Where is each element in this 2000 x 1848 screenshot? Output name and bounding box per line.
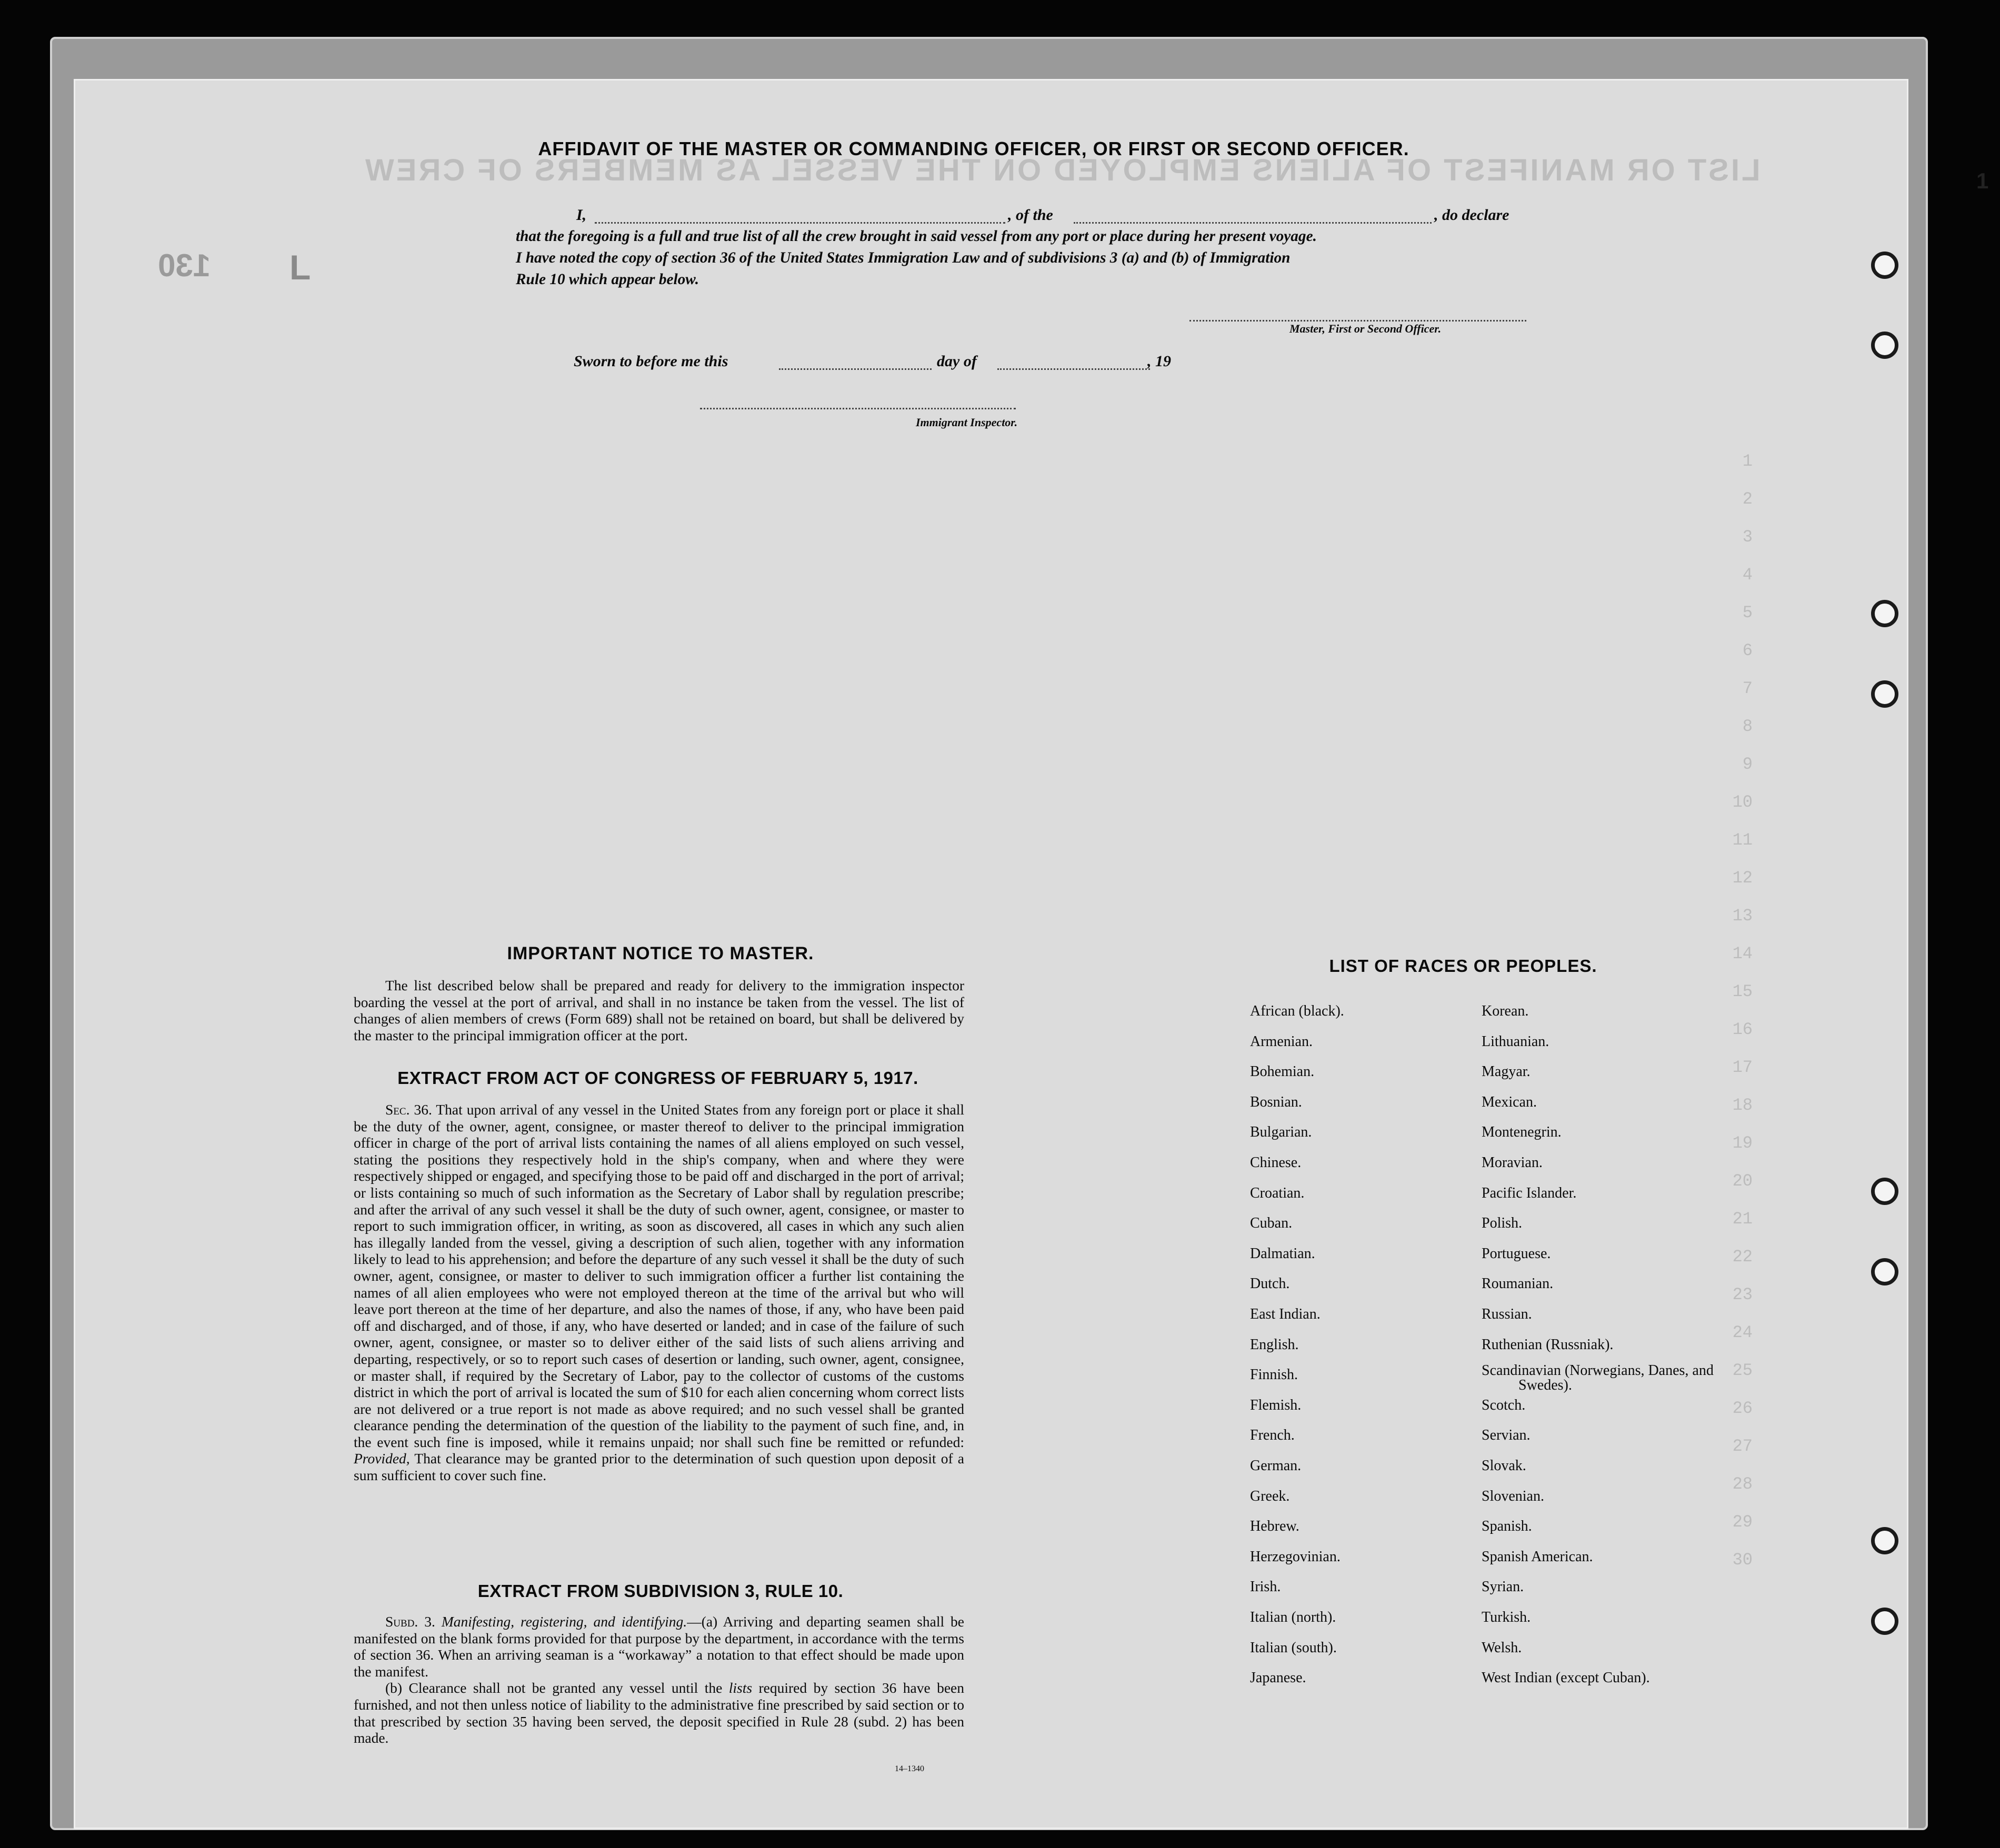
race-item: Bohemian. — [1250, 1063, 1315, 1080]
para-b-lists-word: lists — [728, 1680, 753, 1696]
day-of-label: day of — [937, 353, 977, 370]
sworn-day-blank[interactable] — [779, 368, 932, 370]
margin-mark-number: 130 — [158, 248, 211, 283]
race-item: Moravian. — [1482, 1154, 1543, 1171]
race-item: Cuban. — [1250, 1215, 1293, 1232]
race-item: Armenian. — [1250, 1033, 1313, 1050]
race-item: West Indian (except Cuban). — [1482, 1670, 1650, 1686]
race-item: French. — [1250, 1427, 1295, 1444]
bleed-row-number: 25 — [1732, 1361, 1753, 1380]
race-item: Herzegovinian. — [1250, 1548, 1341, 1565]
subd-heading: Manifesting, registering, and identifying. — [441, 1613, 687, 1630]
binder-hole — [1871, 1258, 1898, 1285]
race-item: Polish. — [1482, 1215, 1523, 1232]
race-item: Welsh. — [1482, 1639, 1522, 1656]
margin-mark-letter: L — [289, 248, 311, 287]
binder-hole — [1871, 252, 1898, 279]
master-signature-blank[interactable] — [1189, 320, 1526, 322]
affidavit-line-2: that the foregoing is a full and true list of all the crew brought in said vessel from any port or place during her present voyage. — [516, 228, 1317, 245]
bleed-through-header: LIST OR MANIFEST OF ALIENS EMPLOYED ON THE VESSEL AS MEMBERS OF CREW — [363, 153, 1761, 187]
binder-hole — [1871, 600, 1898, 627]
subd-label: Subd. 3. — [385, 1613, 435, 1630]
race-item: Slovak. — [1482, 1458, 1526, 1474]
race-item: Hebrew. — [1250, 1518, 1299, 1535]
race-item: Japanese. — [1250, 1670, 1306, 1686]
para-b-text-1: Clearance shall not be granted any vessel until the — [408, 1680, 723, 1696]
bleed-row-number: 16 — [1732, 1020, 1753, 1039]
bleed-row-number: 18 — [1732, 1096, 1753, 1115]
race-item: Spanish American. — [1482, 1548, 1593, 1565]
bleed-row-number: 30 — [1732, 1550, 1753, 1570]
bleed-row-number: 5 — [1742, 603, 1753, 622]
bleed-row-number: 21 — [1732, 1209, 1753, 1229]
bleed-row-number: 3 — [1742, 527, 1753, 547]
race-item: German. — [1250, 1458, 1302, 1474]
bleed-row-number: 29 — [1732, 1512, 1753, 1532]
bleed-row-number: 15 — [1732, 982, 1753, 1001]
race-item: Dutch. — [1250, 1275, 1290, 1292]
para-b-text-2: required by section 36 have been furnished, and not then unless notice of liability to the administrative fine prescribed by said section or to that prescribed by section 35 having been served, the deposit specified in Rule 28 (subd. 2) has been made. — [354, 1680, 965, 1746]
manifest-page — [74, 79, 1908, 1829]
binder-hole — [1871, 1527, 1898, 1554]
bleed-row-number: 4 — [1742, 565, 1753, 585]
bleed-row-number: 6 — [1742, 641, 1753, 660]
bleed-row-number: 2 — [1742, 489, 1753, 509]
binder-hole — [1871, 1608, 1898, 1635]
bleed-row-number: 12 — [1732, 868, 1753, 888]
bleed-row-number: 27 — [1732, 1437, 1753, 1456]
race-item: Pacific Islander. — [1482, 1184, 1577, 1201]
affidavit-name-blank[interactable] — [595, 222, 1005, 224]
affidavit-line-3: I have noted the copy of section 36 of the United States Immigration Law and of subdivisions 3 (a) and (b) of Immigration — [516, 249, 1291, 266]
race-item: Flemish. — [1250, 1397, 1302, 1413]
race-item: Greek. — [1250, 1488, 1290, 1504]
sec-36-text: That upon arrival of any vessel in the United States from any foreign port or place it shall be the duty of the owner, agent, consignee, or master thereof to deliver to the principal immigration officer in charge of the port of arrival lists containing the names of all aliens employed on such vessel, stating the positions they respectively hold in the ship's company, when and where they were respectively shipped or engaged, and specifying those to be paid off and discharged in the port of arrival; or lists containing so much of such information as the Secretary of Labor shall by regulation prescribe; and after the arrival of any such vessel it shall be the duty of such owner, agent, consignee, or master to report to such immigration officer, in writing, as soon as discovered, all cases in which any such alien has illegally landed from the vessel, giving a description of such alien, together with any information likely to lead to his apprehension; and before the departure of any such vessel it shall be the duty of such owner, agent, consignee, or master to deliver to such immigration officer a further list containing the names of all alien employees who were not employed thereon at the time of the arrival but who will leave port thereon at the time of her departure, and also the names of those, if any, who have been paid off and discharged, and of those, if any, who have deserted or landed; and in case of the failure of such owner, agent, consignee, or master so to deliver either of the said lists of such aliens arriving and departing, respectively, or so to report such cases of desertion or landing, such owner, agent, consignee, or master shall, if required by the Secretary of Labor, pay to the collector of customs of the customs district in which the port of arrival is located the sum of $10 for each alien concerning whom correct lists are not delivered or a true report is not made as above required; and no such vessel shall be granted clearance pending the determination of the question of the liability to the payment of such fine, and, in the event such fine is imposed, while it remains unpaid; nor shall such fine be remitted or refunded: — [354, 1101, 964, 1450]
binder-hole — [1871, 332, 1898, 359]
notice-paragraph: The list described below shall be prepared and ready for delivery to the immigration inspector boarding the vessel at the port of arrival, and shall in no instance be taken from the vessel. The list of changes of alien members of crews (Form 689) shall not be retained on board, but shall be delivered by the master to the principal immigration officer at the port. — [354, 977, 964, 1043]
binder-hole — [1871, 680, 1898, 708]
sworn-label: Sworn to before me this — [574, 353, 728, 370]
bleed-row-number: 8 — [1742, 717, 1753, 736]
race-item: Bulgarian. — [1250, 1124, 1312, 1141]
bleed-row-number: 23 — [1732, 1285, 1753, 1304]
sec-36-text-end: That clearance may be granted prior to the determination of such question upon deposit of a sum sufficient to cover such fine. — [354, 1450, 964, 1484]
extract-rule-text — [354, 1613, 964, 1746]
affidavit-vessel-blank[interactable] — [1074, 222, 1432, 224]
bleed-row-number: 14 — [1732, 944, 1753, 963]
race-item: Mexican. — [1482, 1093, 1537, 1110]
para-a-text: Arriving and departing seamen shall be manifested on the blank forms provided for that purpose by the department, in accordance with the terms of section 36. When an arriving seaman is a “workaway” a notation to that effect should be made upon the manifest. — [354, 1613, 964, 1680]
affidavit-line-4: Rule 10 which appear below. — [516, 271, 699, 288]
bleed-row-number: 9 — [1742, 755, 1753, 774]
para-a-mark: —(a) — [687, 1613, 718, 1630]
extract-act-title: EXTRACT FROM ACT OF CONGRESS OF FEBRUARY 5, 1917. — [397, 1068, 918, 1088]
binder-hole — [1871, 1178, 1898, 1205]
races-title: LIST OF RACES OR PEOPLES. — [1329, 956, 1597, 976]
race-item: Italian (south). — [1250, 1639, 1337, 1656]
affidavit-of-the-label: , of the — [1008, 206, 1053, 224]
race-item: Ruthenian (Russniak). — [1482, 1336, 1614, 1353]
bleed-row-number: 1 — [1742, 451, 1753, 471]
affidavit-declare-label: , do declare — [1434, 206, 1509, 224]
affidavit-i-label: I, — [576, 206, 587, 224]
race-item: Bosnian. — [1250, 1093, 1302, 1110]
notice-title: IMPORTANT NOTICE TO MASTER. — [507, 943, 814, 963]
race-item: Scotch. — [1482, 1397, 1526, 1413]
bleed-row-number: 7 — [1742, 679, 1753, 698]
race-item: Roumanian. — [1482, 1275, 1554, 1292]
year-label: , 19 — [1147, 353, 1171, 370]
race-item: Irish. — [1250, 1579, 1281, 1595]
race-item: Dalmatian. — [1250, 1245, 1315, 1262]
extract-act-text — [354, 1101, 964, 1484]
race-item: Croatian. — [1250, 1184, 1305, 1201]
margin-mark-corner: 1 — [1976, 168, 1989, 193]
race-item: Spanish. — [1482, 1518, 1532, 1535]
race-item: Turkish. — [1482, 1609, 1531, 1625]
race-item: Slovenian. — [1482, 1488, 1544, 1504]
race-item: Russian. — [1482, 1306, 1532, 1322]
bleed-row-number: 13 — [1732, 906, 1753, 926]
bleed-row-number: 22 — [1732, 1247, 1753, 1267]
bleed-row-number: 11 — [1732, 830, 1753, 850]
form-number: 14–1340 — [895, 1764, 924, 1773]
sworn-month-blank[interactable] — [997, 368, 1150, 370]
inspector-signature-blank[interactable] — [700, 408, 1016, 409]
race-item: English. — [1250, 1336, 1299, 1353]
bleed-row-number: 24 — [1732, 1323, 1753, 1342]
master-signature-label: Master, First or Second Officer. — [1289, 322, 1442, 335]
inspector-label: Immigrant Inspector. — [916, 416, 1018, 429]
extract-rule-title: EXTRACT FROM SUBDIVISION 3, RULE 10. — [477, 1581, 844, 1601]
race-item: Montenegrin. — [1482, 1124, 1562, 1141]
notice-text — [354, 977, 964, 1043]
race-item: Servian. — [1482, 1427, 1531, 1444]
affidavit-title: AFFIDAVIT OF THE MASTER OR COMMANDING OFFICER, OR FIRST OR SECOND OFFICER. — [538, 138, 1409, 159]
race-item: Korean. — [1482, 1003, 1529, 1019]
bleed-row-number: 19 — [1732, 1133, 1753, 1153]
race-item: African (black). — [1250, 1003, 1344, 1019]
race-item: Italian (north). — [1250, 1609, 1336, 1625]
race-item: East Indian. — [1250, 1306, 1321, 1322]
sec-36-label: Sec. 36. — [385, 1101, 432, 1118]
race-item: Finnish. — [1250, 1367, 1298, 1383]
para-b-mark: (b) — [385, 1680, 403, 1696]
bleed-row-number: 26 — [1732, 1399, 1753, 1418]
race-item: Chinese. — [1250, 1154, 1302, 1171]
race-item: Lithuanian. — [1482, 1033, 1549, 1050]
race-item: Portuguese. — [1482, 1245, 1551, 1262]
bleed-row-number: 17 — [1732, 1058, 1753, 1077]
race-item: Magyar. — [1482, 1063, 1531, 1080]
race-item: Syrian. — [1482, 1579, 1524, 1595]
bleed-row-number: 20 — [1732, 1171, 1753, 1191]
bleed-row-number: 28 — [1732, 1474, 1753, 1494]
bleed-row-number: 10 — [1732, 792, 1753, 812]
race-item: Scandinavian (Norwegians, Danes, and Swedes). — [1482, 1362, 1714, 1394]
provided-word: Provided, — [354, 1450, 410, 1467]
